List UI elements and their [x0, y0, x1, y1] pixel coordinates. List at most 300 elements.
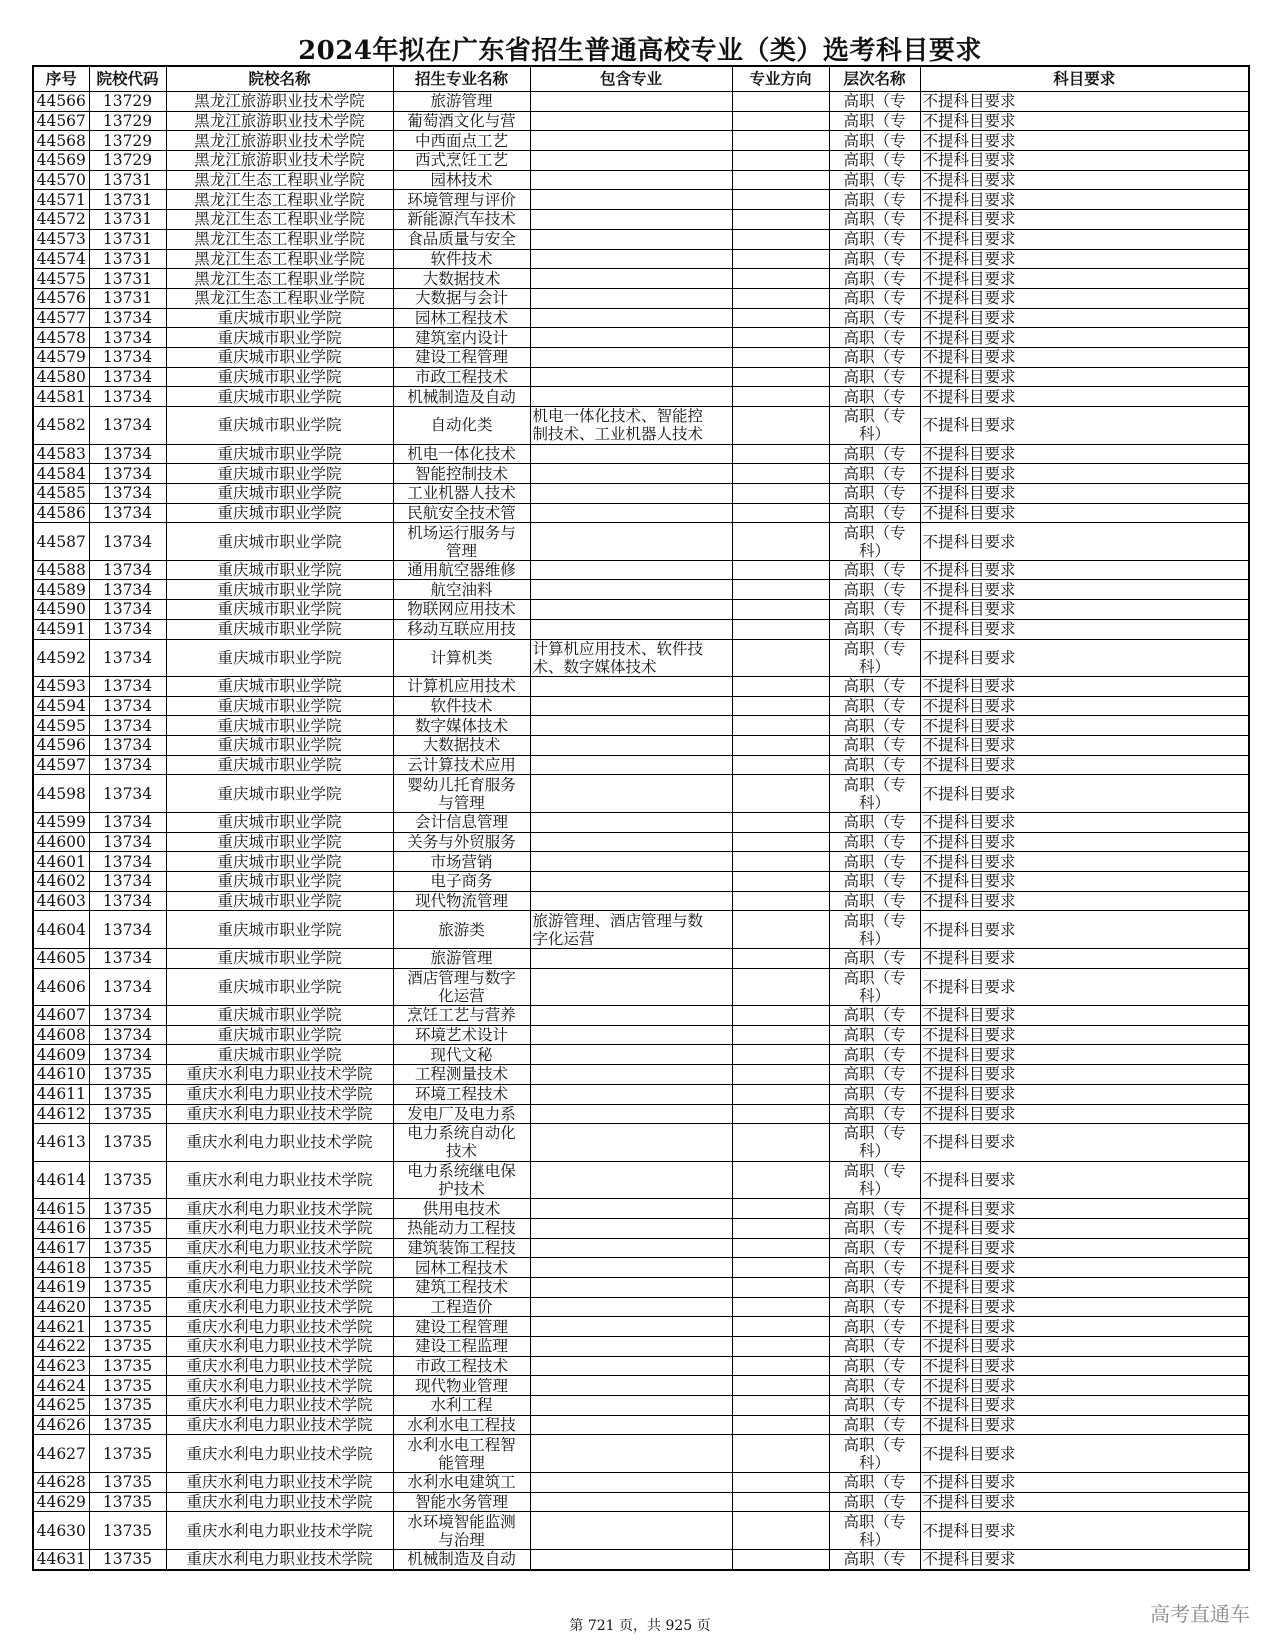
cell-seq: 44619: [33, 1277, 89, 1297]
cell-requirement: 不提科目要求: [920, 639, 1249, 677]
cell-included-majors: [530, 1356, 732, 1376]
cell-school-code: 13731: [89, 269, 166, 289]
cell-level: 高职（专: [829, 92, 920, 112]
cell-direction: [732, 111, 829, 131]
cell-seq: 44576: [33, 288, 89, 308]
cell-direction: [732, 210, 829, 230]
cell-direction: [732, 1317, 829, 1337]
cell-school-name: 重庆城市职业学院: [166, 407, 393, 445]
cell-seq: 44586: [33, 503, 89, 523]
cell-seq: 44612: [33, 1104, 89, 1124]
table-row: [33, 677, 1249, 697]
cell-level: 高职（专 科）: [829, 968, 920, 1006]
cell-seq: 44631: [33, 1549, 89, 1569]
cell-level: 高职（专: [829, 696, 920, 716]
cell-direction: [732, 1124, 829, 1162]
table-header-row: [33, 66, 1249, 92]
cell-school-name: 重庆城市职业学院: [166, 464, 393, 484]
cell-major-name: 烹饪工艺与营养: [393, 1006, 530, 1026]
cell-level: 高职（专 科）: [829, 523, 920, 561]
cell-school-code: 13734: [89, 619, 166, 639]
cell-level: 高职（专: [829, 210, 920, 230]
cell-seq: 44579: [33, 347, 89, 367]
cell-direction: [732, 347, 829, 367]
cell-major-name: 水利工程: [393, 1396, 530, 1416]
col-header-included-majors: 包含专业: [530, 66, 732, 92]
cell-level: 高职（专: [829, 1277, 920, 1297]
cell-direction: [732, 1025, 829, 1045]
cell-direction: [732, 1376, 829, 1396]
table-row: [33, 151, 1249, 171]
cell-seq: 44585: [33, 483, 89, 503]
cell-included-majors: [530, 1512, 732, 1550]
cell-level: 高职（专: [829, 308, 920, 328]
cell-level: 高职（专 科）: [829, 407, 920, 445]
cell-school-code: 13735: [89, 1124, 166, 1162]
cell-level: 高职（专: [829, 1238, 920, 1258]
table-row: [33, 229, 1249, 249]
table-row: [33, 600, 1249, 620]
cell-direction: [732, 407, 829, 445]
cell-school-code: 13735: [89, 1376, 166, 1396]
cell-level: 高职（专: [829, 755, 920, 775]
cell-direction: [732, 580, 829, 600]
cell-major-name: 软件技术: [393, 249, 530, 269]
table-row: [33, 249, 1249, 269]
cell-requirement: 不提科目要求: [920, 1199, 1249, 1219]
cell-level: 高职（专: [829, 190, 920, 210]
cell-major-name: 市政工程技术: [393, 367, 530, 387]
table-row: [33, 696, 1249, 716]
cell-direction: [732, 151, 829, 171]
cell-requirement: 不提科目要求: [920, 523, 1249, 561]
cell-level: 高职（专: [829, 948, 920, 968]
cell-seq: 44566: [33, 92, 89, 112]
cell-school-code: 13734: [89, 852, 166, 872]
cell-school-code: 13734: [89, 387, 166, 407]
cell-requirement: 不提科目要求: [920, 1492, 1249, 1512]
cell-level: 高职（专: [829, 600, 920, 620]
table-row: [33, 968, 1249, 1006]
cell-included-majors: [530, 170, 732, 190]
cell-seq: 44621: [33, 1317, 89, 1337]
cell-included-majors: [530, 503, 732, 523]
cell-level: 高职（专: [829, 852, 920, 872]
cell-school-code: 13734: [89, 464, 166, 484]
cell-seq: 44629: [33, 1492, 89, 1512]
cell-school-code: 13734: [89, 736, 166, 756]
cell-major-name: 智能水务管理: [393, 1492, 530, 1512]
table-row: [33, 1238, 1249, 1258]
cell-direction: [732, 948, 829, 968]
cell-requirement: 不提科目要求: [920, 812, 1249, 832]
cell-seq: 44594: [33, 696, 89, 716]
cell-school-code: 13734: [89, 347, 166, 367]
cell-level: 高职（专: [829, 1065, 920, 1085]
table-row: [33, 1337, 1249, 1357]
cell-requirement: 不提科目要求: [920, 1065, 1249, 1085]
cell-school-name: 重庆水利电力职业技术学院: [166, 1492, 393, 1512]
cell-direction: [732, 812, 829, 832]
cell-major-name: 西式烹饪工艺: [393, 151, 530, 171]
cell-school-name: 重庆水利电力职业技术学院: [166, 1549, 393, 1569]
cell-level: 高职（专: [829, 1218, 920, 1238]
cell-level: 高职（专: [829, 483, 920, 503]
cell-requirement: 不提科目要求: [920, 696, 1249, 716]
cell-major-name: 机电一体化技术: [393, 444, 530, 464]
cell-school-name: 重庆城市职业学院: [166, 347, 393, 367]
cell-school-code: 13734: [89, 716, 166, 736]
cell-seq: 44583: [33, 444, 89, 464]
cell-included-majors: [530, 1218, 732, 1238]
cell-school-code: 13735: [89, 1549, 166, 1569]
cell-school-code: 13734: [89, 560, 166, 580]
cell-requirement: 不提科目要求: [920, 1337, 1249, 1357]
cell-major-name: 发电厂及电力系: [393, 1104, 530, 1124]
cell-school-name: 重庆城市职业学院: [166, 639, 393, 677]
cell-seq: 44592: [33, 639, 89, 677]
cell-seq: 44620: [33, 1297, 89, 1317]
cell-school-name: 重庆城市职业学院: [166, 948, 393, 968]
cell-direction: [732, 1356, 829, 1376]
cell-direction: [732, 1337, 829, 1357]
cell-school-name: 重庆城市职业学院: [166, 619, 393, 639]
col-header-level: 层次名称: [829, 66, 920, 92]
cell-major-name: 环境管理与评价: [393, 190, 530, 210]
cell-level: 高职（专 科）: [829, 1161, 920, 1199]
cell-included-majors: [530, 151, 732, 171]
cell-level: 高职（专 科）: [829, 1435, 920, 1473]
cell-school-code: 13734: [89, 755, 166, 775]
cell-seq: 44614: [33, 1161, 89, 1199]
cell-level: 高职（专: [829, 1084, 920, 1104]
cell-seq: 44578: [33, 328, 89, 348]
cell-included-majors: [530, 968, 732, 1006]
cell-included-majors: [530, 1006, 732, 1026]
cell-direction: [732, 1297, 829, 1317]
cell-included-majors: [530, 580, 732, 600]
cell-school-name: 重庆水利电力职业技术学院: [166, 1161, 393, 1199]
cell-level: 高职（专: [829, 111, 920, 131]
cell-included-majors: [530, 1065, 732, 1085]
cell-seq: 44602: [33, 872, 89, 892]
cell-level: 高职（专 科）: [829, 911, 920, 949]
cell-school-code: 13735: [89, 1065, 166, 1085]
table-row: [33, 560, 1249, 580]
cell-seq: 44627: [33, 1435, 89, 1473]
cell-major-name: 建筑室内设计: [393, 328, 530, 348]
cell-included-majors: [530, 288, 732, 308]
col-header-major-name: 招生专业名称: [393, 66, 530, 92]
table-row: [33, 1025, 1249, 1045]
cell-direction: [732, 716, 829, 736]
cell-seq: 44572: [33, 210, 89, 230]
cell-school-code: 13735: [89, 1472, 166, 1492]
cell-major-name: 移动互联应用技: [393, 619, 530, 639]
cell-school-code: 13735: [89, 1297, 166, 1317]
cell-major-name: 电子商务: [393, 872, 530, 892]
cell-school-code: 13734: [89, 639, 166, 677]
cell-school-name: 黑龙江生态工程职业学院: [166, 210, 393, 230]
cell-seq: 44622: [33, 1337, 89, 1357]
cell-level: 高职（专: [829, 229, 920, 249]
table-row: [33, 347, 1249, 367]
cell-school-name: 黑龙江旅游职业技术学院: [166, 92, 393, 112]
cell-major-name: 园林技术: [393, 170, 530, 190]
cell-included-majors: [530, 696, 732, 716]
cell-school-code: 13734: [89, 600, 166, 620]
cell-major-name: 婴幼儿托育服务 与管理: [393, 775, 530, 813]
col-header-school-name: 院校名称: [166, 66, 393, 92]
cell-seq: 44589: [33, 580, 89, 600]
col-header-requirement: 科目要求: [920, 66, 1249, 92]
cell-requirement: 不提科目要求: [920, 1317, 1249, 1337]
cell-school-code: 13735: [89, 1415, 166, 1435]
cell-included-majors: [530, 1025, 732, 1045]
cell-school-code: 13734: [89, 677, 166, 697]
cell-level: 高职（专 科）: [829, 1512, 920, 1550]
table-row: [33, 387, 1249, 407]
cell-level: 高职（专: [829, 619, 920, 639]
cell-requirement: 不提科目要求: [920, 580, 1249, 600]
cell-school-name: 重庆城市职业学院: [166, 444, 393, 464]
cell-included-majors: [530, 464, 732, 484]
cell-seq: 44596: [33, 736, 89, 756]
cell-school-code: 13734: [89, 948, 166, 968]
cell-requirement: 不提科目要求: [920, 111, 1249, 131]
table-row: [33, 1396, 1249, 1416]
cell-level: 高职（专: [829, 1356, 920, 1376]
cell-level: 高职（专: [829, 1337, 920, 1357]
cell-direction: [732, 1238, 829, 1258]
cell-seq: 44591: [33, 619, 89, 639]
cell-seq: 44626: [33, 1415, 89, 1435]
table-row: [33, 1512, 1249, 1550]
cell-included-majors: [530, 1472, 732, 1492]
cell-seq: 44567: [33, 111, 89, 131]
cell-requirement: 不提科目要求: [920, 249, 1249, 269]
cell-included-majors: [530, 249, 732, 269]
cell-major-name: 旅游管理: [393, 92, 530, 112]
col-header-seq: 序号: [33, 66, 89, 92]
cell-direction: [732, 1006, 829, 1026]
cell-included-majors: [530, 92, 732, 112]
cell-direction: [732, 1258, 829, 1278]
cell-school-name: 重庆城市职业学院: [166, 677, 393, 697]
cell-seq: 44573: [33, 229, 89, 249]
table-row: [33, 210, 1249, 230]
cell-seq: 44584: [33, 464, 89, 484]
cell-school-name: 重庆城市职业学院: [166, 872, 393, 892]
cell-major-name: 中西面点工艺: [393, 131, 530, 151]
cell-school-code: 13731: [89, 190, 166, 210]
cell-included-majors: [530, 1297, 732, 1317]
cell-included-majors: [530, 1199, 732, 1219]
cell-seq: 44625: [33, 1396, 89, 1416]
cell-school-code: 13734: [89, 911, 166, 949]
cell-school-code: 13735: [89, 1238, 166, 1258]
cell-level: 高职（专: [829, 170, 920, 190]
cell-requirement: 不提科目要求: [920, 619, 1249, 639]
table-row: [33, 1104, 1249, 1124]
cell-included-majors: [530, 1084, 732, 1104]
cell-level: 高职（专: [829, 1006, 920, 1026]
cell-requirement: 不提科目要求: [920, 190, 1249, 210]
cell-included-majors: [530, 1238, 732, 1258]
cell-requirement: 不提科目要求: [920, 1396, 1249, 1416]
cell-school-name: 重庆城市职业学院: [166, 503, 393, 523]
cell-seq: 44588: [33, 560, 89, 580]
cell-major-name: 机场运行服务与 管理: [393, 523, 530, 561]
table-row: [33, 111, 1249, 131]
cell-requirement: 不提科目要求: [920, 483, 1249, 503]
cell-level: 高职（专: [829, 249, 920, 269]
cell-seq: 44568: [33, 131, 89, 151]
cell-included-majors: [530, 229, 732, 249]
cell-requirement: 不提科目要求: [920, 1045, 1249, 1065]
cell-direction: [732, 523, 829, 561]
cell-seq: 44608: [33, 1025, 89, 1045]
cell-school-name: 重庆城市职业学院: [166, 387, 393, 407]
cell-requirement: 不提科目要求: [920, 170, 1249, 190]
cell-level: 高职（专: [829, 1317, 920, 1337]
cell-included-majors: [530, 387, 732, 407]
cell-school-code: 13735: [89, 1277, 166, 1297]
cell-direction: [732, 736, 829, 756]
cell-school-code: 13734: [89, 328, 166, 348]
cell-included-majors: [530, 190, 732, 210]
cell-direction: [732, 891, 829, 911]
table-row: [33, 1277, 1249, 1297]
cell-included-majors: [530, 812, 732, 832]
cell-direction: [732, 444, 829, 464]
cell-requirement: 不提科目要求: [920, 387, 1249, 407]
col-header-direction: 专业方向: [732, 66, 829, 92]
cell-direction: [732, 503, 829, 523]
cell-major-name: 航空油料: [393, 580, 530, 600]
cell-school-name: 重庆水利电力职业技术学院: [166, 1337, 393, 1357]
cell-major-name: 旅游类: [393, 911, 530, 949]
table-row: [33, 288, 1249, 308]
cell-requirement: 不提科目要求: [920, 948, 1249, 968]
cell-level: 高职（专 科）: [829, 639, 920, 677]
cell-requirement: 不提科目要求: [920, 891, 1249, 911]
cell-school-code: 13734: [89, 444, 166, 464]
table-row: [33, 1415, 1249, 1435]
cell-direction: [732, 600, 829, 620]
cell-requirement: 不提科目要求: [920, 367, 1249, 387]
cell-school-code: 13735: [89, 1492, 166, 1512]
cell-included-majors: [530, 444, 732, 464]
cell-direction: [732, 131, 829, 151]
cell-direction: [732, 1084, 829, 1104]
cell-major-name: 建筑工程技术: [393, 1277, 530, 1297]
cell-school-code: 13731: [89, 210, 166, 230]
table-row: [33, 444, 1249, 464]
cell-direction: [732, 1045, 829, 1065]
cell-level: 高职（专: [829, 872, 920, 892]
cell-school-name: 重庆水利电力职业技术学院: [166, 1396, 393, 1416]
cell-level: 高职（专: [829, 1472, 920, 1492]
table-row: [33, 1492, 1249, 1512]
cell-school-name: 黑龙江旅游职业技术学院: [166, 131, 393, 151]
cell-school-code: 13731: [89, 170, 166, 190]
cell-direction: [732, 560, 829, 580]
cell-direction: [732, 755, 829, 775]
table-row: [33, 367, 1249, 387]
cell-included-majors: [530, 716, 732, 736]
cell-requirement: 不提科目要求: [920, 347, 1249, 367]
cell-school-code: 13734: [89, 872, 166, 892]
table-row: [33, 948, 1249, 968]
table-row: [33, 1045, 1249, 1065]
cell-direction: [732, 1199, 829, 1219]
cell-level: 高职（专: [829, 328, 920, 348]
cell-school-name: 重庆水利电力职业技术学院: [166, 1356, 393, 1376]
cell-school-name: 重庆城市职业学院: [166, 483, 393, 503]
cell-seq: 44599: [33, 812, 89, 832]
cell-seq: 44616: [33, 1218, 89, 1238]
cell-included-majors: [530, 111, 732, 131]
cell-requirement: 不提科目要求: [920, 1356, 1249, 1376]
cell-level: 高职（专: [829, 269, 920, 289]
brand-watermark: 高考直通车: [1150, 1602, 1250, 1626]
cell-school-code: 13734: [89, 407, 166, 445]
cell-level: 高职（专: [829, 1025, 920, 1045]
cell-school-code: 13735: [89, 1199, 166, 1219]
cell-major-name: 旅游管理: [393, 948, 530, 968]
cell-requirement: 不提科目要求: [920, 736, 1249, 756]
table-row: [33, 328, 1249, 348]
cell-school-code: 13735: [89, 1317, 166, 1337]
table-row: [33, 775, 1249, 813]
table-row: [33, 131, 1249, 151]
cell-school-code: 13734: [89, 308, 166, 328]
cell-included-majors: [530, 523, 732, 561]
cell-requirement: 不提科目要求: [920, 755, 1249, 775]
cell-school-name: 重庆城市职业学院: [166, 523, 393, 561]
cell-seq: 44609: [33, 1045, 89, 1065]
cell-school-name: 重庆城市职业学院: [166, 560, 393, 580]
cell-school-name: 重庆城市职业学院: [166, 755, 393, 775]
cell-major-name: 关务与外贸服务: [393, 832, 530, 852]
cell-major-name: 现代物业管理: [393, 1376, 530, 1396]
cell-major-name: 现代文秘: [393, 1045, 530, 1065]
cell-direction: [732, 1396, 829, 1416]
cell-seq: 44587: [33, 523, 89, 561]
cell-school-name: 黑龙江生态工程职业学院: [166, 269, 393, 289]
cell-direction: [732, 1065, 829, 1085]
table-row: [33, 891, 1249, 911]
cell-school-code: 13735: [89, 1104, 166, 1124]
table-row: [33, 464, 1249, 484]
cell-requirement: 不提科目要求: [920, 1238, 1249, 1258]
cell-seq: 44580: [33, 367, 89, 387]
table-row: [33, 1297, 1249, 1317]
cell-school-name: 重庆城市职业学院: [166, 911, 393, 949]
cell-school-name: 重庆城市职业学院: [166, 1025, 393, 1045]
cell-school-code: 13731: [89, 249, 166, 269]
cell-direction: [732, 1104, 829, 1124]
table-row: [33, 1376, 1249, 1396]
cell-seq: 44630: [33, 1512, 89, 1550]
cell-level: 高职（专: [829, 151, 920, 171]
cell-requirement: 不提科目要求: [920, 560, 1249, 580]
cell-school-code: 13734: [89, 1025, 166, 1045]
cell-level: 高职（专: [829, 131, 920, 151]
cell-level: 高职（专: [829, 1492, 920, 1512]
cell-requirement: 不提科目要求: [920, 852, 1249, 872]
